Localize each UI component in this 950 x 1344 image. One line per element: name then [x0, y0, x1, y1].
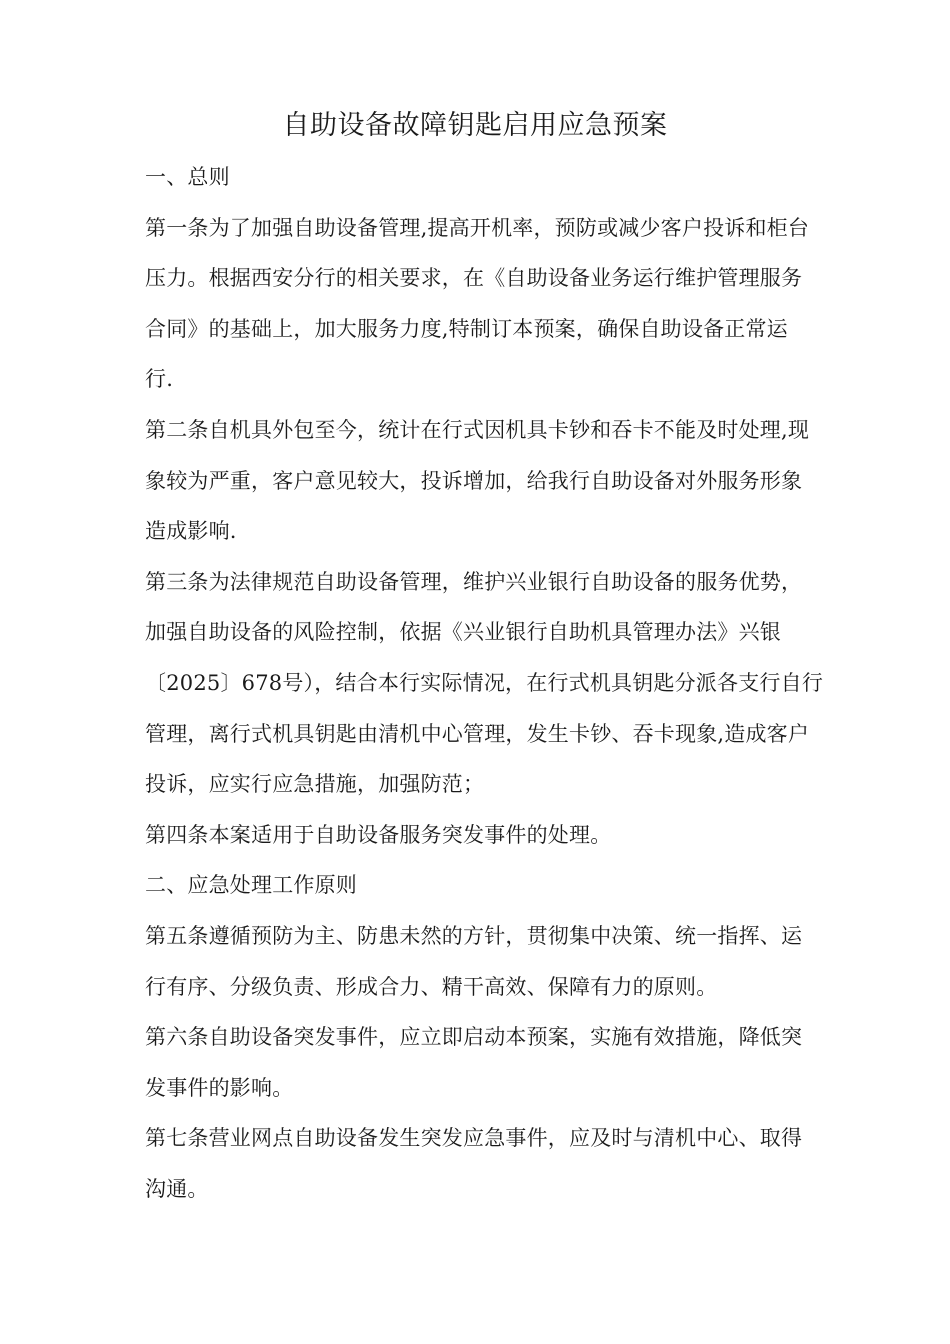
text-line: 管理，离行式机具钥匙由清机中心管理，发生卡钞、吞卡现象,造成客户	[145, 721, 810, 746]
text-line: 第二条自机具外包至今，统计在行式因机具卡钞和吞卡不能及时处理,现	[145, 417, 810, 442]
text-line: 象较为严重，客户意见较大，投诉增加，给我行自助设备对外服务形象	[145, 468, 803, 493]
text-line: 第三条为法律规范自助设备管理，维护兴业银行自助设备的服务优势，	[145, 569, 803, 594]
text-line: 第七条营业网点自助设备发生突发应急事件，应及时与清机中心、取得	[145, 1126, 803, 1151]
text-line: 第一条为了加强自助设备管理,提高开机率，预防或减少客户投诉和柜台	[145, 215, 810, 240]
text-line: 〔2025〕678号），结合本行实际情况，在行式机具钥匙分派各支行自行	[145, 670, 824, 695]
text-line: 合同》的基础上，加大服务力度,特制订本预案，确保自助设备正常运	[145, 316, 788, 341]
section-heading-principles: 二、应急处理工作原则	[145, 873, 357, 898]
text-line: 压力。根据西安分行的相关要求，在《自助设备业务运行维护管理服务	[145, 266, 803, 291]
text-line: 第五条遵循预防为主、防患未然的方针，贯彻集中决策、统一指挥、运	[145, 923, 803, 948]
text-line: 投诉，应实行应急措施，加强防范；	[145, 772, 485, 797]
section-heading-general: 一、总则	[145, 165, 230, 189]
text-line: 行有序、分级负责、形成合力、精干高效、保障有力的原则。	[145, 974, 718, 999]
text-line: 沟通。	[145, 1176, 209, 1201]
document-title: 自助设备故障钥匙启用应急预案	[282, 110, 668, 141]
text-line: 发事件的影响。	[145, 1075, 294, 1100]
text-line: 行.	[145, 367, 174, 392]
text-line: 加强自助设备的风险控制，依据《兴业银行自助机具管理办法》兴银	[145, 620, 781, 645]
text-line: 第四条本案适用于自助设备服务突发事件的处理。	[145, 822, 612, 847]
text-line: 造成影响.	[145, 519, 237, 544]
text-line: 第六条自助设备突发事件，应立即启动本预案，实施有效措施，降低突	[145, 1025, 803, 1050]
document-body	[145, 152, 825, 1214]
